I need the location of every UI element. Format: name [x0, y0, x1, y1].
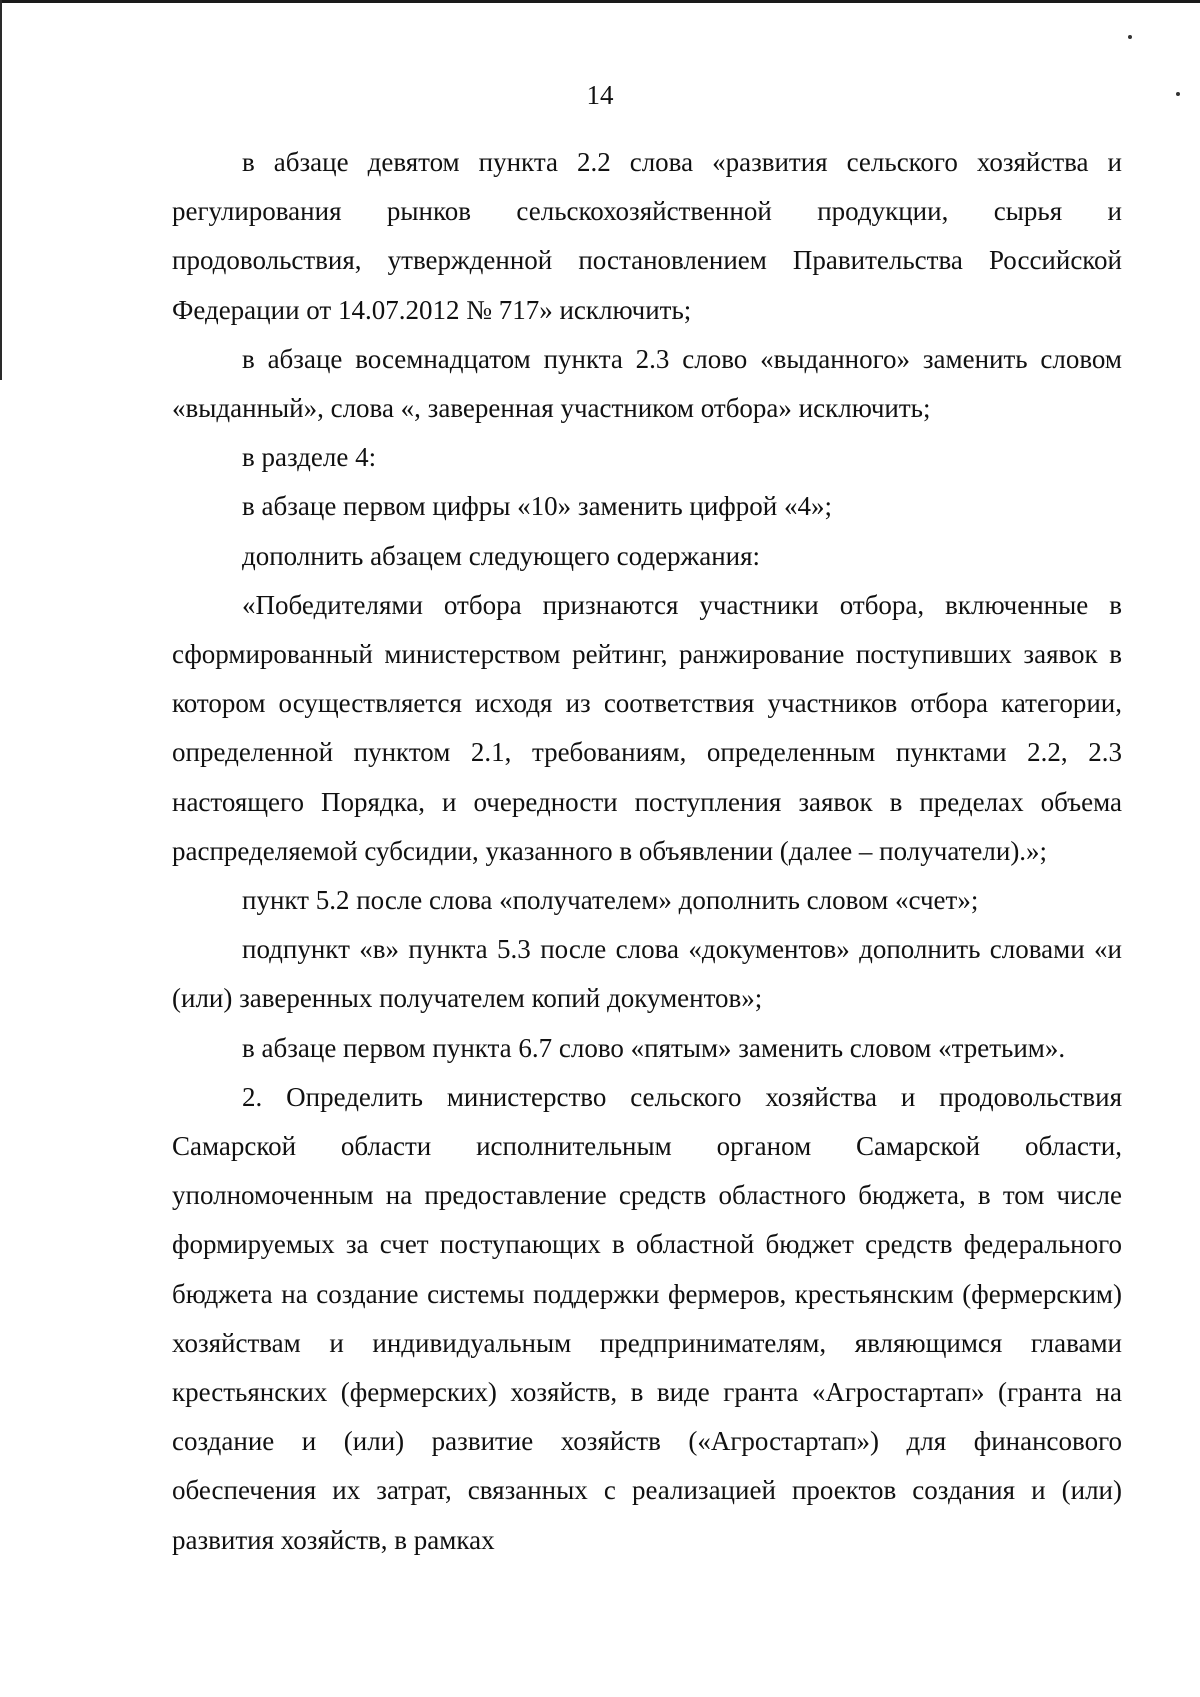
top-scan-border: [0, 0, 1200, 3]
paragraph-amend-5-2: пункт 5.2 после слова «получателем» дополнить словом «счет»;: [242, 885, 979, 916]
page-number: 14: [586, 80, 614, 110]
paragraph-amend-6-7: в абзаце первом пункта 6.7 слово «пятым» заменить словом «третьим».: [242, 1032, 1066, 1063]
left-scan-border: [0, 0, 2, 380]
paragraph-amend-digits: в абзаце первом цифры «10» заменить цифрой «4»;: [242, 491, 832, 522]
paragraph-amend-2-2: в абзаце девятом пункта 2.2 слова «развития сельского хозяйства и регулирования рынков сельскохозяйственной продукции, сырья и продовольствия, утвержденной постановлением Правительства Российской Федерации от 14.07.2012 № 717» исключить;: [172, 147, 1122, 325]
paragraph-item-2: 2. Определить министерство сельского хозяйства и продовольствия Самарской области исполнительным органом Самарской области, уполномоченным на предоставление средств областного бюджета, в том числе формируемых за счет поступающих в областной бюджет средств федерального бюджета на создание системы поддержки фермеров, крестьянским (фермерским) хозяйствам и индивидуальным предпринимателям, являющимся главами крестьянских (фермерских) хозяйств, в виде гранта «Агростартап» (гранта на создание и (или) развитие хозяйств («Агростартап») для финансового обеспечения их затрат, связанных с реализацией проектов создания и (или) развития хозяйств, в рамках: [172, 1081, 1122, 1555]
document-body: [172, 138, 1122, 1565]
paragraph-add-content: дополнить абзацем следующего содержания:: [242, 540, 761, 571]
paragraph-amend-5-3: подпункт «в» пункта 5.3 после слова «документов» дополнить словами «и (или) заверенных получателем копий документов»;: [172, 934, 1122, 1014]
paragraph-amend-2-3: в абзаце восемнадцатом пункта 2.3 слово «выданного» заменить словом «выданный», слова «, заверенная участником отбора» исключить;: [172, 343, 1122, 424]
paragraph-winners: «Победителями отбора признаются участники отбора, включенные в сформированный министерством рейтинг, ранжирование поступивших заявок в котором осуществляется исходя из соответствия участников отбора категории, определенной пунктом 2.1, требованиям, определенным пунктами 2.2, 2.3 настоящего Порядка, и очередности поступления заявок в пределах объема распределяемой субсидии, указанного в объявлении (далее – получатели).»;: [172, 589, 1122, 866]
scan-speck: [1128, 35, 1132, 39]
paragraph-section-4: в разделе 4:: [242, 442, 377, 473]
